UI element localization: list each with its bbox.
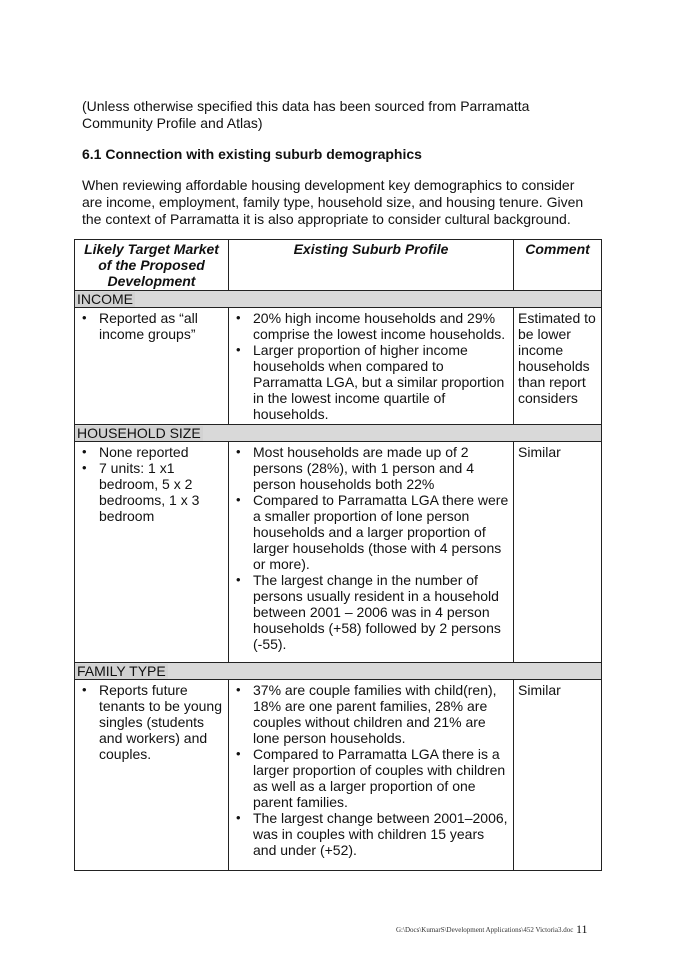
list-item: • Compared to Parramatta LGA there is a larger proportion of couples with children as well as a larger proportion of one parent families. xyxy=(253,746,509,810)
comment-cell: Similar xyxy=(518,682,561,698)
list-item: • 20% high income households and 29% comprise the lowest income households. xyxy=(253,310,509,342)
header-comment: Comment xyxy=(514,240,602,291)
header-suburb-profile: Existing Suburb Profile xyxy=(229,240,514,291)
list-item: • 7 units: 1 x1 bedroom, 5 x 2 bedrooms, 1 x 3 bedroom xyxy=(99,460,224,524)
list-item: • Reported as “all income groups” xyxy=(99,310,224,342)
table-row-household-size xyxy=(75,442,602,663)
section-label-household-size: HOUSEHOLD SIZE xyxy=(77,425,201,441)
intro-note: (Unless otherwise specified this data has been sourced from Parramatta Community Profile and Atlas) xyxy=(82,98,530,131)
section-label-family-type: FAMILY TYPE xyxy=(77,663,166,679)
list-item: • The largest change between 2001–2006, was in couples with children 15 years and under (+52). xyxy=(253,810,509,858)
table-header-row xyxy=(75,240,602,291)
section-row-household-size xyxy=(75,425,602,442)
section-heading: 6.1 Connection with existing suburb demographics xyxy=(82,146,422,162)
list-item: • The largest change in the number of persons usually resident in a household between 2001 – 2006 was in 4 person households (+58) followed by 2 persons (-55). xyxy=(253,572,509,652)
list-item: • None reported xyxy=(99,444,224,460)
comment-cell: Similar xyxy=(518,444,561,460)
comment-cell: Estimated to be lower income households than report considers xyxy=(518,310,596,406)
list-item: • Reports future tenants to be young singles (students and workers) and couples. xyxy=(99,682,224,762)
section-row-income xyxy=(75,291,602,308)
demographics-table xyxy=(74,239,602,871)
page-number: 11 xyxy=(576,922,588,936)
section-label-income: INCOME xyxy=(77,291,133,307)
section-row-family-type xyxy=(75,663,602,680)
intro-paragraph: When reviewing affordable housing development key demographics to consider are income, employment, family type, household size, and housing tenure. Given the context of Parramatta it is also appropriate to consider cultural background. xyxy=(82,177,584,227)
list-item: • 37% are couple families with child(ren), 18% are one parent families, 28% are couples without children and 21% are lone person households. xyxy=(253,682,509,746)
list-item: • Compared to Parramatta LGA there were a smaller proportion of lone person households and a larger proportion of larger households (those with 4 persons or more). xyxy=(253,492,509,572)
list-item: • Larger proportion of higher income households when compared to Parramatta LGA, but a similar proportion in the lowest income quartile of households. xyxy=(253,342,509,422)
table-row-family-type xyxy=(75,680,602,871)
footer-file-path: G:\Docs\KumarS\Development Applications\452 Victoria3.doc xyxy=(396,926,574,934)
header-target-market: Likely Target Market of the Proposed Development xyxy=(75,240,229,291)
list-item: • Most households are made up of 2 persons (28%), with 1 person and 4 person households both 22% xyxy=(253,444,509,492)
table-row-income xyxy=(75,308,602,425)
